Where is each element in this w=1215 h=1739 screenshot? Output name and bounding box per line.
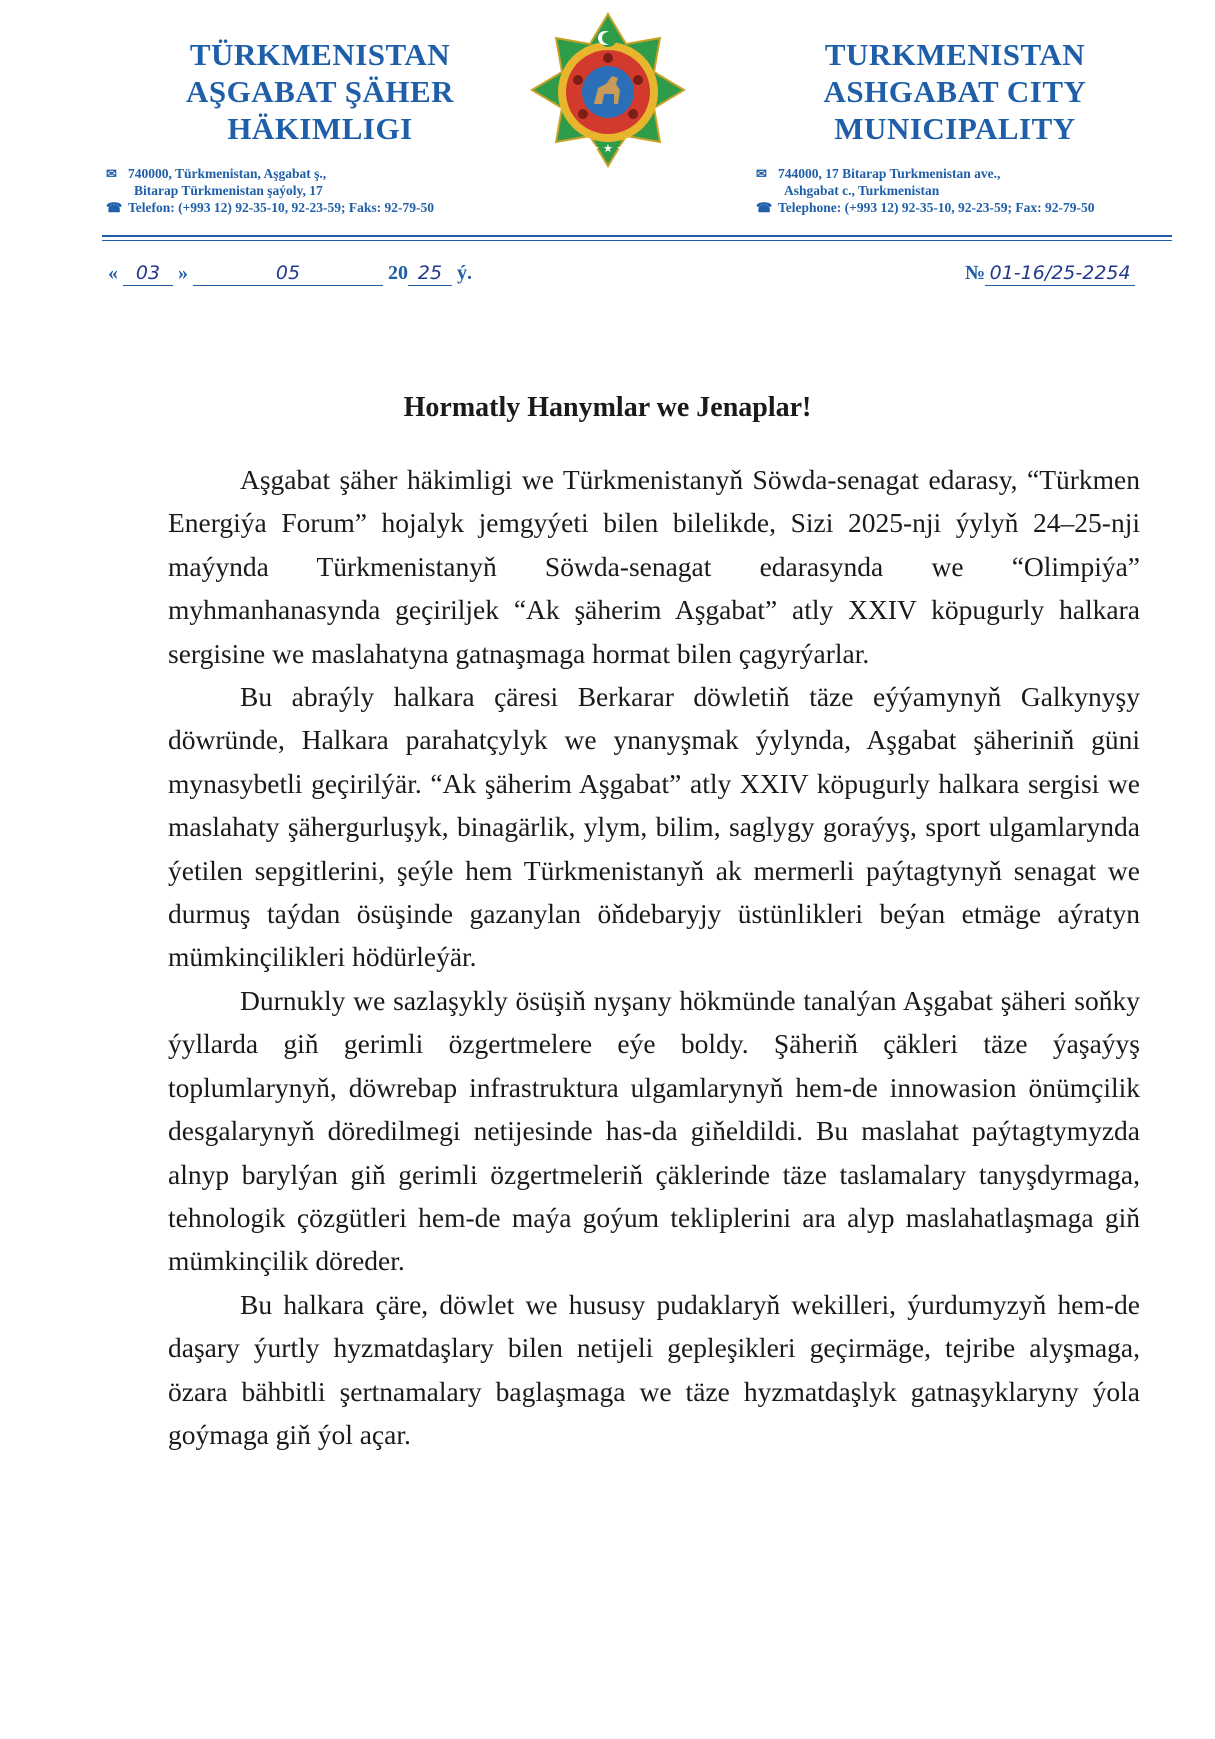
envelope-icon: ✉	[106, 166, 117, 181]
body-paragraph: Aşgabat şäher häkimligi we Türkmenistanyň Söwda-senagat edarasy, “Türkmen Energiýa Forum” hojalyk jemgyýeti bilen bilelikde, Sizi 2025-nji ýylyň 24–25-nji maýynda Türkmenistanyň Söwda-senagat edarasynda we “Olimpiýa” myhmanhanasynda geçiriljek “Ak şäherim Aşgabat” atly XXIV köpugurly halkara sergisine we maslahatyna gatnaşmaga hormat bilen çagyrýarlar.	[168, 464, 1140, 669]
registration-number	[965, 262, 1135, 286]
letterhead-title-turkmen	[110, 36, 530, 147]
date-open-quote: «	[108, 262, 118, 284]
letterhead-title-line: AŞGABAT ŞÄHER	[185, 74, 455, 109]
letterhead-title-line: HÄKIMLIGI	[227, 111, 413, 146]
date-line	[108, 262, 472, 286]
turkmenistan-state-emblem-icon	[528, 10, 688, 190]
date-year-mark: ý.	[457, 262, 472, 284]
address-line: Ashgabat c., Turkmenistan	[784, 183, 940, 198]
letterhead-divider	[102, 235, 1172, 237]
address-line: 740000, Türkmenistan, Aşgabat ş.,	[128, 166, 327, 181]
letterhead-title-line: TURKMENISTAN	[824, 37, 1086, 72]
letter-body	[168, 458, 1140, 1456]
date-close-quote: »	[178, 262, 188, 284]
number-label: №	[965, 262, 986, 284]
telephone-icon: ☎	[756, 200, 773, 215]
date-year-prefix: 20	[388, 262, 408, 284]
salutation: Hormatly Hanymlar we Jenaplar!	[403, 392, 812, 423]
envelope-icon: ✉	[756, 166, 767, 181]
address-line: 744000, 17 Bitarap Turkmenistan ave.,	[778, 166, 1001, 181]
letterhead-title-line: ASHGABAT CITY	[823, 74, 1087, 109]
letterhead-title-line: MUNICIPALITY	[834, 111, 1076, 146]
phone-line: Telephone: (+993 12) 92-35-10, 92-23-59; Fax: 92-79-50	[778, 200, 1095, 215]
body-paragraph: Bu halkara çäre, döwlet we hususy pudaklaryň wekilleri, ýurdumyzyň hem-de daşary ýurtly hyzmatdaşlary bilen netijeli gepleşikleri geçirmäge, tejribe alyşmaga, özara bähbitli şertnamalary baglaşmaga we täze hyzmatdaşlyk gatnaşyklaryny ýola goýmaga giň ýol açar.	[168, 1288, 1140, 1450]
number-value: 01-16/25-2254	[989, 262, 1131, 284]
date-month: 05	[275, 262, 301, 284]
letterhead-title-line: TÜRKMENISTAN	[189, 37, 451, 72]
address-line: Bitarap Türkmenistan şaýoly, 17	[134, 183, 323, 198]
letterhead-divider	[102, 240, 1172, 241]
date-day: 03	[135, 262, 161, 284]
telephone-icon: ☎	[106, 200, 123, 215]
svg-text:★ ★ ★ ★ ★: ★ ★ ★ ★ ★	[576, 142, 640, 155]
address-block-turkmen	[106, 165, 526, 216]
address-block-english	[756, 165, 1196, 216]
body-paragraph: Durnukly we sazlaşykly ösüşiň nyşany hökmünde tanalýan Aşgabat şäheri soňky ýyllarda giň gerimli özgertmelere eýe boldy. Şäheriň çäkleri täze ýaşaýyş toplumlarynyň, döwrebap infrastruktura ulgamlarynyň hem-de innowasion önümçilik desgalarynyň döredilmegi netijesinde has-da giňeldildi. Bu maslahat paýtagtymyzda alnyp barylýan giň gerimli özgertmeleriň çäklerinde täze taslamalary tanyşdyrmaga, tehnologik çözgütleri hem-de maýa goýum tekliplerini ara alyp maslahatlaşmaga giň mümkinçilik döreder.	[168, 984, 1140, 1277]
letterhead-title-english	[745, 36, 1165, 147]
date-year-suffix: 25	[417, 262, 443, 284]
phone-line: Telefon: (+993 12) 92-35-10, 92-23-59; Faks: 92-79-50	[128, 200, 435, 215]
body-paragraph: Bu abraýly halkara çäresi Berkarar döwletiň täze eýýamynyň Galkynyşy döwründe, Halkara parahatçylyk we ynanyşmak ýylynda, Aşgabat şäheriniň güni mynasybetli geçirilýär. “Ak şäherim Aşgabat” atly XXIV köpugurly halkara sergisi we maslahaty şähergurluşyk, binagärlik, ylym, bilim, saglygy goraýyş, sport ulgamlarynda ýetilen sepgitlerini, şeýle hem Türkmenistanyň ak mermerli paýtagtynyň senagat we durmuş taýdan ösüşinde gazanylan öňdebaryjy üstünlikleri beýan etmäge aýratyn mümkinçilikleri hödürleýär.	[168, 681, 1140, 973]
